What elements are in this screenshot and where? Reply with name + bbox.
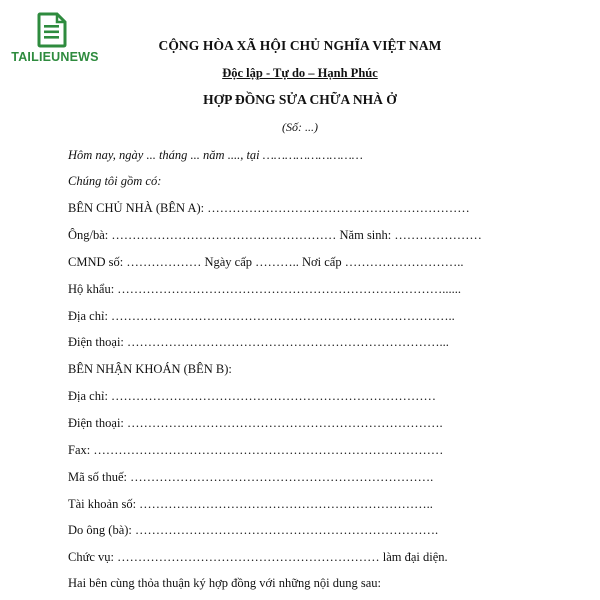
contract-title: HỢP ĐỒNG SỬA CHỮA NHÀ Ở — [203, 92, 397, 107]
party-b-tax-code-line: Mã số thuế: ………………………………………………………………. — [68, 470, 434, 484]
party-b-representative-line: Do ông (bà): ………………………………………………………………. — [68, 523, 439, 537]
parties-intro: Chúng tôi gồm có: — [68, 174, 162, 188]
motto: Độc lập - Tự do – Hạnh Phúc — [222, 66, 378, 80]
nation-heading: CỘNG HÒA XÃ HỘI CHỦ NGHĨA VIỆT NAM — [158, 38, 442, 53]
party-a-address-line: Địa chỉ: ……………………………………………………………………….. — [68, 309, 455, 323]
party-b-address-line: Địa chỉ: …………………………………………………………………… — [68, 389, 437, 403]
party-b-phone-line: Điện thoại: …………………………………………………………………. — [68, 416, 443, 430]
party-a-id-line: CMND số: ……………… Ngày cấp ……….. Nơi cấp ……………………….. — [68, 255, 464, 269]
party-a-name-line: Ông/bà: ……………………………………………… Năm sinh: ………………… — [68, 228, 482, 242]
party-b-heading: BÊN NHẬN KHOÁN (BÊN B): — [68, 362, 232, 376]
party-b-fax-line: Fax: ………………………………………………………………………… — [68, 443, 444, 457]
party-a-household-line: Hộ khẩu: ……………………………………………………………………...... — [68, 282, 462, 296]
party-b-account-line: Tài khoản số: …………………………………………………………….. — [68, 497, 433, 511]
party-b-position-line: Chức vụ: ……………………………………………………… làm đại diện. — [68, 550, 448, 564]
party-a-phone-line: Điện thoại: …………………………………………………………………... — [68, 335, 449, 349]
agreement-intro: Hai bên cùng thỏa thuận ký hợp đồng với những nội dung sau: — [68, 576, 382, 590]
date-place-line: Hôm nay, ngày ... tháng ... năm ...., tại ……………………… — [68, 148, 363, 162]
contract-number: (Số: ...) — [282, 120, 318, 134]
logo-text: TAILIEUNEWS — [11, 50, 99, 64]
party-a-heading: BÊN CHỦ NHÀ (BÊN A): ……………………………………………………… — [68, 201, 470, 215]
